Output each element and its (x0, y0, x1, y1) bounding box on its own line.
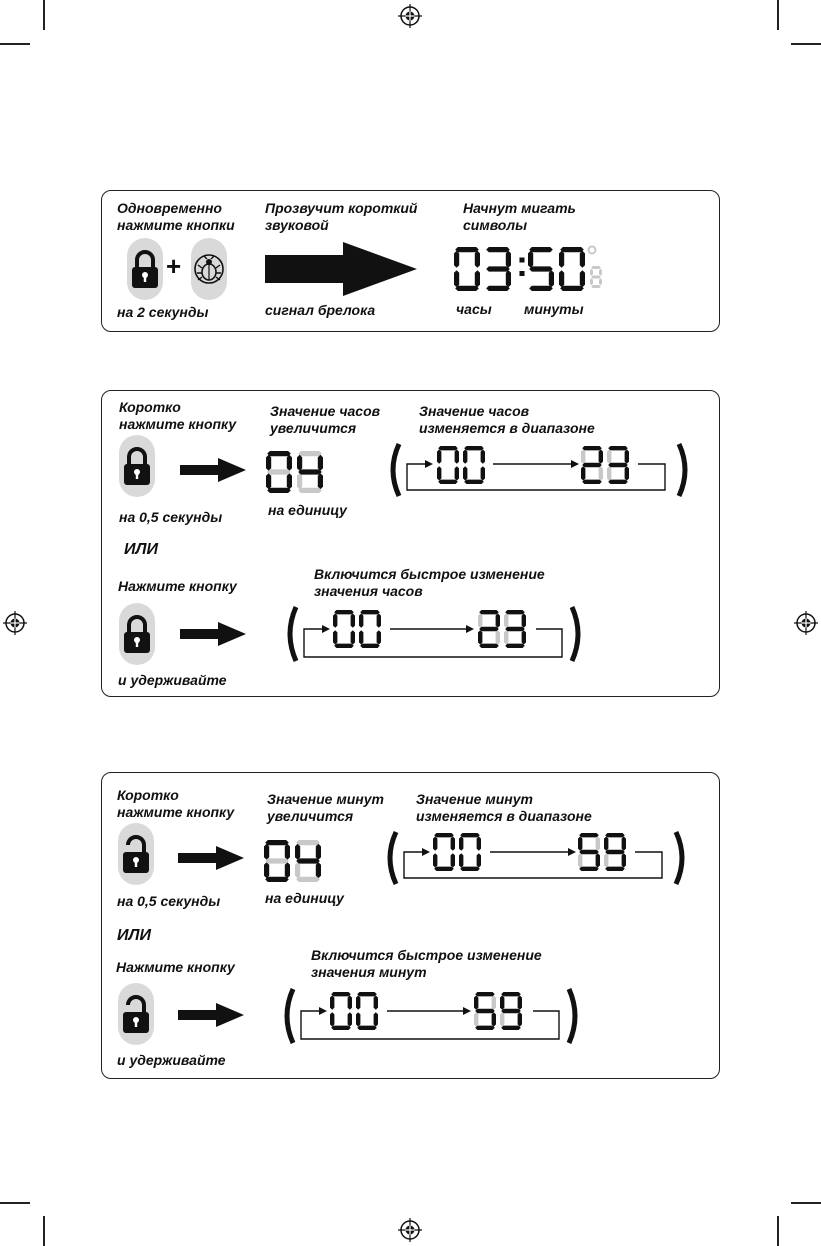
lcd-digit (486, 247, 511, 291)
lcd-segment (518, 1012, 522, 1026)
lcd-segment (581, 466, 585, 480)
unlock-icon (117, 823, 155, 885)
fast-caption: Включится быстрое изменение значения минут (311, 947, 542, 980)
lcd-segment (475, 992, 495, 996)
lcd-segment (582, 463, 602, 467)
lcd-segment (522, 613, 526, 627)
lcd-segment (560, 247, 584, 252)
arrow-icon (178, 846, 244, 870)
lcd-segment (296, 877, 320, 882)
lcd-segment (318, 455, 323, 471)
lcd-display-value (266, 451, 326, 493)
lcd-range-from (433, 833, 487, 871)
lcd-segment (437, 449, 441, 463)
lcd-segment (464, 446, 484, 450)
lcd-segment (505, 644, 525, 648)
arrow-icon (178, 1003, 244, 1027)
lcd-segment (356, 1012, 360, 1026)
lcd-digit (590, 266, 602, 288)
lcd-segment (357, 1026, 377, 1030)
crop-mark (777, 1216, 779, 1246)
lcd-segment (334, 644, 354, 648)
lcd-segment (591, 285, 601, 288)
registration-mark-icon (398, 4, 422, 28)
range-cycle-diagram (380, 828, 692, 888)
registration-mark-icon (398, 1218, 422, 1242)
crop-mark (791, 1202, 821, 1204)
lcd-segment (582, 480, 602, 484)
lock-icon (118, 435, 156, 497)
lcd-segment (605, 850, 625, 854)
fast-cycle-diagram (280, 603, 590, 665)
lcd-digit (459, 833, 481, 871)
lcd-digit (356, 992, 378, 1030)
lcd-segment (478, 613, 482, 627)
lcd-segment (500, 995, 504, 1009)
crop-mark (0, 1202, 30, 1204)
lcd-segment (481, 466, 485, 480)
hold-tail-text: и удерживайте (118, 672, 227, 688)
lcd-range-from (437, 446, 491, 484)
step2-text: Прозвучит короткий звуковой (265, 200, 418, 233)
unlock-icon (117, 983, 155, 1045)
lcd-digit (266, 451, 292, 493)
lcd-segment (348, 1012, 352, 1026)
crop-mark (43, 1216, 45, 1246)
hold-press-text: Нажмите кнопку (116, 959, 235, 975)
lcd-segment (464, 480, 484, 484)
step3-text: Начнут мигать символы (463, 200, 576, 233)
lcd-segment (582, 446, 602, 450)
lcd-segment (265, 858, 289, 863)
lcd-segment (506, 251, 511, 268)
lcd-display-value (264, 840, 324, 882)
lcd-segment (356, 995, 360, 1009)
lcd-segment (591, 266, 601, 269)
lcd-digit (297, 451, 323, 493)
lcd-display-minutes (528, 247, 592, 291)
lcd-segment (434, 833, 454, 837)
lcd-segment (474, 995, 478, 1009)
lcd-digit (333, 610, 355, 648)
lcd-segment (518, 995, 522, 1009)
lcd-segment (455, 286, 479, 291)
lcd-segment (479, 610, 499, 614)
or-separator: ИЛИ (124, 541, 159, 558)
lock-icon (127, 238, 163, 300)
lcd-segment (460, 867, 480, 871)
lcd-digit (578, 833, 600, 871)
lcd-segment (590, 278, 593, 285)
lcd-segment (529, 266, 553, 271)
step2-tail-text: сигнал брелока (265, 302, 376, 318)
lcd-segment (505, 627, 525, 631)
lcd-segment (438, 446, 458, 450)
lcd-segment (481, 449, 485, 463)
lcd-segment (581, 449, 585, 463)
or-separator: ИЛИ (117, 927, 152, 944)
lcd-segment (605, 833, 625, 837)
arrow-icon (180, 622, 246, 646)
lcd-segment (529, 286, 553, 291)
lcd-segment (287, 473, 292, 489)
crop-mark (43, 0, 45, 30)
lcd-segment (451, 836, 455, 850)
lcd-segment (504, 630, 508, 644)
lcd-digit (295, 840, 321, 882)
lcd-digit (559, 247, 585, 291)
lcd-segment (625, 466, 629, 480)
lcd-segment (475, 251, 480, 268)
lcd-segment (296, 840, 320, 845)
lcd-segment (334, 610, 354, 614)
by-one-text: на единицу (268, 502, 347, 518)
lcd-segment (496, 613, 500, 627)
lcd-segment (560, 286, 584, 291)
lcd-segment (265, 840, 289, 845)
lcd-digit (474, 992, 496, 1030)
lcd-segment (455, 247, 479, 252)
lcd-segment (330, 1012, 334, 1026)
lcd-segment (599, 278, 602, 285)
lcd-segment (455, 466, 459, 480)
lcd-segment (433, 853, 437, 867)
lcd-segment (475, 1026, 495, 1030)
lcd-segment (590, 269, 593, 276)
lcd-segment (501, 1009, 521, 1013)
lcd-digit (528, 247, 554, 291)
lcd-segment (348, 995, 352, 1009)
lcd-segment (475, 270, 480, 287)
range-cycle-diagram (383, 440, 695, 500)
lcd-segment (285, 862, 290, 878)
registration-mark-icon (794, 611, 818, 635)
lcd-segment (360, 644, 380, 648)
lcd-digit (607, 446, 629, 484)
lcd-segment (434, 867, 454, 871)
lcd-segment (455, 449, 459, 463)
lcd-segment (475, 1009, 495, 1013)
lcd-digit (433, 833, 455, 871)
lcd-digit (437, 446, 459, 484)
lcd-segment (463, 466, 467, 480)
short-duration-text: на 0,5 секунды (117, 893, 221, 909)
lcd-segment (297, 455, 302, 471)
hold-press-text: Нажмите кнопку (118, 578, 237, 594)
plus-sign: + (166, 251, 182, 281)
lcd-segment (604, 853, 608, 867)
lcd-segment (265, 877, 289, 882)
crop-mark (0, 43, 30, 45)
lcd-segment (608, 463, 628, 467)
lcd-digit (330, 992, 352, 1030)
lcd-digit (463, 446, 485, 484)
arrow-icon (180, 458, 246, 482)
lcd-segment (486, 266, 510, 271)
lcd-segment (377, 613, 381, 627)
lcd-segment (351, 630, 355, 644)
lcd-segment (607, 449, 611, 463)
lcd-segment (359, 613, 363, 627)
lcd-segment (437, 466, 441, 480)
lcd-segment (500, 1012, 504, 1026)
effect-text: Значение минут увеличится (267, 791, 384, 824)
lcd-segment (459, 836, 463, 850)
lcd-segment (316, 844, 321, 860)
lcd-segment (298, 488, 322, 493)
lcd-segment (604, 836, 608, 850)
lcd-segment (549, 270, 554, 287)
range-caption: Значение минут изменяется в диапазоне (416, 791, 592, 824)
lcd-digit (264, 840, 290, 882)
lcd-segment (285, 844, 290, 860)
lcd-range-to (578, 833, 632, 871)
lcd-segment (296, 858, 320, 863)
short-press-text: Коротко нажмите кнопку (117, 787, 235, 820)
lcd-segment (501, 992, 521, 996)
hold-tail-text: и удерживайте (117, 1052, 226, 1068)
lcd-digit (500, 992, 522, 1030)
label-minutes: минуты (524, 301, 584, 317)
crop-mark (777, 0, 779, 30)
lcd-segment (359, 630, 363, 644)
lcd-segment (580, 251, 585, 268)
lcd-segment (459, 853, 463, 867)
lcd-segment (477, 853, 481, 867)
lcd-segment (287, 455, 292, 471)
lcd-segment (591, 276, 601, 279)
range-caption: Значение часов изменяется в диапазоне (419, 403, 595, 436)
short-press-text: Коротко нажмите кнопку (119, 399, 237, 432)
lcd-segment (522, 630, 526, 644)
lcd-colon: : (516, 243, 528, 284)
lcd-segment (596, 853, 600, 867)
lcd-segment (496, 630, 500, 644)
lcd-segment (377, 630, 381, 644)
lcd-segment (506, 270, 511, 287)
lcd-segment (316, 862, 321, 878)
lcd-segment (266, 455, 271, 471)
lcd-segment (578, 836, 582, 850)
lcd-segment (608, 446, 628, 450)
lcd-display-hours (454, 247, 518, 291)
lcd-segment (599, 269, 602, 276)
lcd-segment (295, 844, 300, 860)
lcd-fast-to (474, 992, 528, 1030)
lcd-segment (528, 251, 533, 268)
lcd-segment (478, 630, 482, 644)
lcd-segment (501, 1026, 521, 1030)
lcd-segment (318, 473, 323, 489)
lcd-digit (454, 247, 480, 291)
step1-text: Одновременно нажмите кнопки (117, 200, 235, 233)
lcd-segment (479, 644, 499, 648)
lcd-segment (374, 1012, 378, 1026)
lcd-segment (596, 836, 600, 850)
lcd-segment (266, 473, 271, 489)
lcd-segment (578, 853, 582, 867)
lcd-segment (486, 286, 510, 291)
lcd-segment (579, 867, 599, 871)
lcd-segment (605, 867, 625, 871)
lcd-digit (478, 610, 500, 648)
lcd-segment (607, 466, 611, 480)
lcd-segment (295, 862, 300, 878)
lcd-segment (333, 613, 337, 627)
lcd-segment (331, 1026, 351, 1030)
lcd-segment (351, 613, 355, 627)
big-arrow-icon (265, 242, 417, 296)
lcd-segment (479, 627, 499, 631)
lcd-segment (599, 466, 603, 480)
short-duration-text: на 0,5 секунды (119, 509, 223, 525)
lcd-segment (505, 610, 525, 614)
lcd-fast-from (333, 610, 387, 648)
lcd-segment (438, 480, 458, 484)
lcd-segment (529, 247, 553, 252)
lcd-segment (580, 270, 585, 287)
lcd-segment (463, 449, 467, 463)
lcd-segment (486, 247, 510, 252)
lcd-segment (454, 251, 459, 268)
lcd-segment (333, 630, 337, 644)
lcd-segment (264, 862, 269, 878)
lcd-segment (474, 1012, 478, 1026)
lcd-segment (460, 833, 480, 837)
lcd-segment (357, 992, 377, 996)
lcd-digit (581, 446, 603, 484)
lcd-segment (331, 992, 351, 996)
lcd-segment (374, 995, 378, 1009)
lcd-segment (298, 469, 322, 474)
by-one-text: на единицу (265, 890, 344, 906)
label-hours: часы (456, 301, 492, 317)
lcd-segment (559, 251, 564, 268)
effect-text: Значение часов увеличится (270, 403, 381, 436)
lcd-segment (433, 836, 437, 850)
lcd-segment (579, 850, 599, 854)
lcd-segment (477, 836, 481, 850)
fast-cycle-diagram (277, 985, 587, 1047)
lcd-segment (625, 449, 629, 463)
lcd-fast-to (478, 610, 532, 648)
lcd-segment (267, 488, 291, 493)
beetle-icon (191, 238, 227, 300)
lcd-segment (298, 451, 322, 456)
lcd-segment (559, 270, 564, 287)
fast-caption: Включится быстрое изменение значения часов (314, 566, 545, 599)
lcd-digit (359, 610, 381, 648)
lcd-segment (608, 480, 628, 484)
lcd-digit (504, 610, 526, 648)
lock-icon (118, 603, 156, 665)
lcd-segment (451, 853, 455, 867)
lcd-segment (267, 451, 291, 456)
lcd-segment (264, 844, 269, 860)
lcd-segment (622, 853, 626, 867)
lcd-segment (297, 473, 302, 489)
lcd-segment (599, 449, 603, 463)
lcd-segment (504, 613, 508, 627)
lcd-segment (454, 270, 459, 287)
lcd-digit (604, 833, 626, 871)
lcd-segment (330, 995, 334, 1009)
lcd-small-digit (590, 266, 604, 288)
lcd-segment (267, 469, 291, 474)
duration-text: на 2 секунды (117, 304, 209, 320)
lcd-segment (360, 610, 380, 614)
lcd-segment (492, 1012, 496, 1026)
lcd-fast-from (330, 992, 384, 1030)
lcd-segment (622, 836, 626, 850)
lcd-segment (579, 833, 599, 837)
lcd-segment (492, 995, 496, 1009)
registration-mark-icon (3, 611, 27, 635)
degree-icon (587, 245, 597, 255)
crop-mark (791, 43, 821, 45)
lcd-range-to (581, 446, 635, 484)
